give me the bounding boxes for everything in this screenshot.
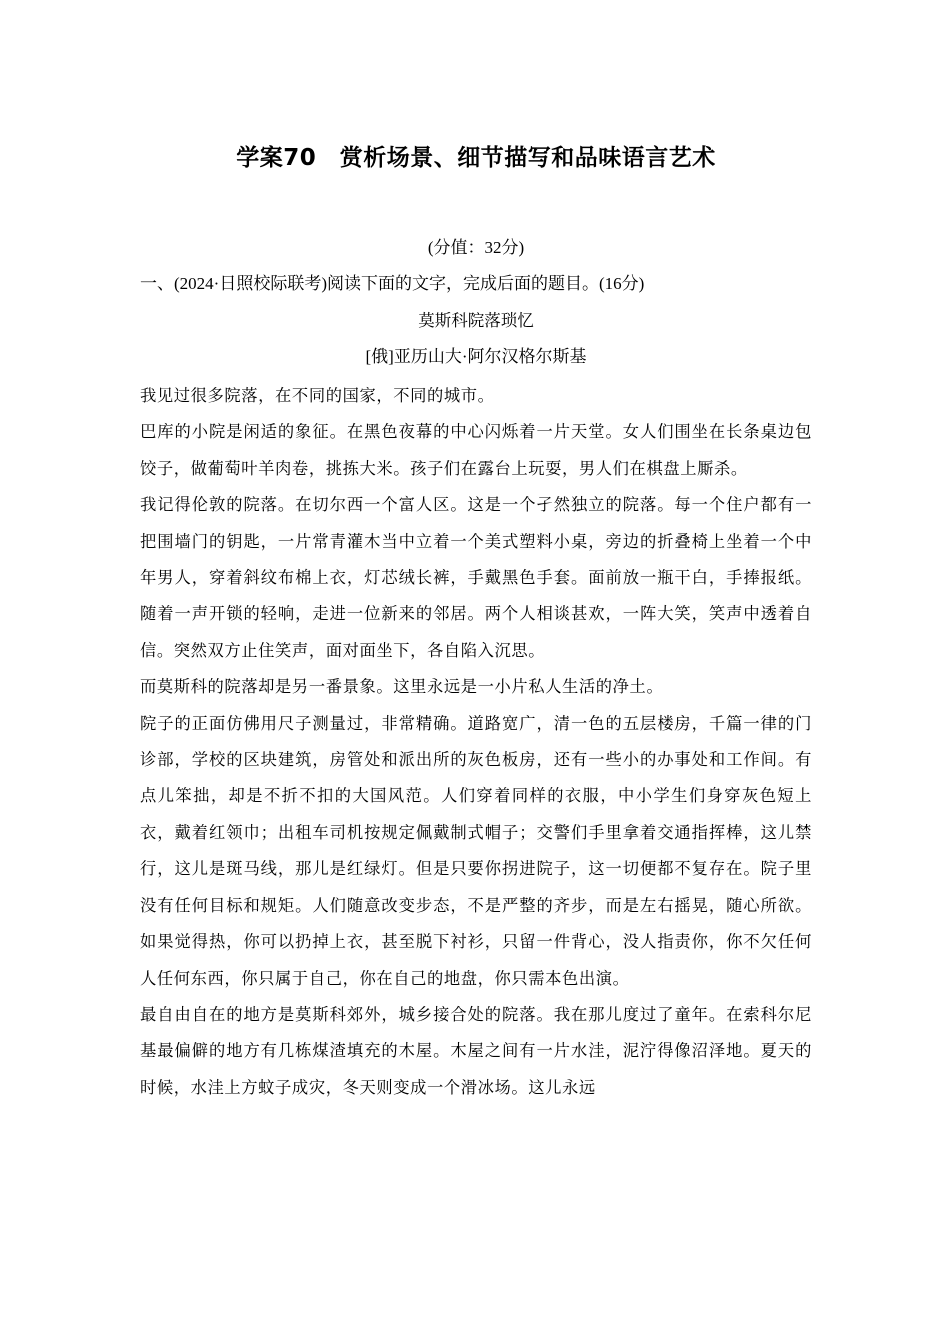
essay-body bbox=[140, 378, 812, 1106]
essay-paragraph: 最自由自在的地方是莫斯科郊外，城乡接合处的院落。我在那儿度过了童年。在索科尔尼基最偏僻的地方有几栋煤渣填充的木屋。木屋之间有一片水洼，泥泞得像沼泽地。夏天的时候，水洼上方蚊子成灾，冬天则变成一个滑冰场。这儿永远 bbox=[140, 1004, 812, 1097]
question-prompt: 一、(2024·日照校际联考)阅读下面的文字，完成后面的题目。(16分) bbox=[140, 274, 645, 293]
page-title: 学案70 赏析场景、细节描写和品味语言艺术 bbox=[236, 145, 716, 171]
essay-paragraph: 我见过很多院落，在不同的国家，不同的城市。 bbox=[140, 386, 495, 405]
score-note: (分值：32分) bbox=[427, 238, 525, 257]
essay-paragraph: 院子的正面仿佛用尺子测量过，非常精确。道路宽广，清一色的五层楼房，千篇一律的门诊部，学校的区块建筑，房管处和派出所的灰色板房，还有一些小的办事处和工作间。有点儿笨拙，却是不折不扣的大国风范。人们穿着同样的衣服，中小学生们身穿灰色短上衣，戴着红领巾；出租车司机按规定佩戴制式帽子；交警们手里拿着交通指挥棒，这儿禁行，这儿是斑马线，那儿是红绿灯。但是只要你拐进院子，这一切便都不复存在。院子里没有任何目标和规矩。人们随意改变步态，不是严整的齐步，而是左右摇晃，随心所欲。如果觉得热，你可以扔掉上衣，甚至脱下衬衫，只留一件背心，没人指责你，你不欠任何人任何东西，你只属于自己，你在自己的地盘，你只需本色出演。 bbox=[140, 713, 812, 988]
essay-paragraph: 巴库的小院是闲适的象征。在黑色夜幕的中心闪烁着一片天堂。女人们围坐在长条桌边包饺子，做葡萄叶羊肉卷，挑拣大米。孩子们在露台上玩耍，男人们在棋盘上厮杀。 bbox=[140, 422, 812, 478]
essay-paragraph: 我记得伦敦的院落。在切尔西一个富人区。这是一个孑然独立的院落。每一个住户都有一把围墙门的钥匙，一片常青灌木当中立着一个美式塑料小桌，旁边的折叠椅上坐着一个中年男人，穿着斜纹布棉上衣，灯芯绒长裤，手戴黑色手套。面前放一瓶干白，手捧报纸。随着一声开锁的轻响，走进一位新来的邻居。两个人相谈甚欢，一阵大笑，笑声中透着自信。突然双方止住笑声，面对面坐下，各自陷入沉思。 bbox=[140, 495, 812, 660]
essay-paragraph: 而莫斯科的院落却是另一番景象。这里永远是一小片私人生活的净土。 bbox=[140, 677, 664, 697]
essay-title: 莫斯科院落琐忆 bbox=[418, 311, 534, 330]
essay-author: [俄]亚历山大·阿尔汉格尔斯基 bbox=[365, 347, 587, 366]
